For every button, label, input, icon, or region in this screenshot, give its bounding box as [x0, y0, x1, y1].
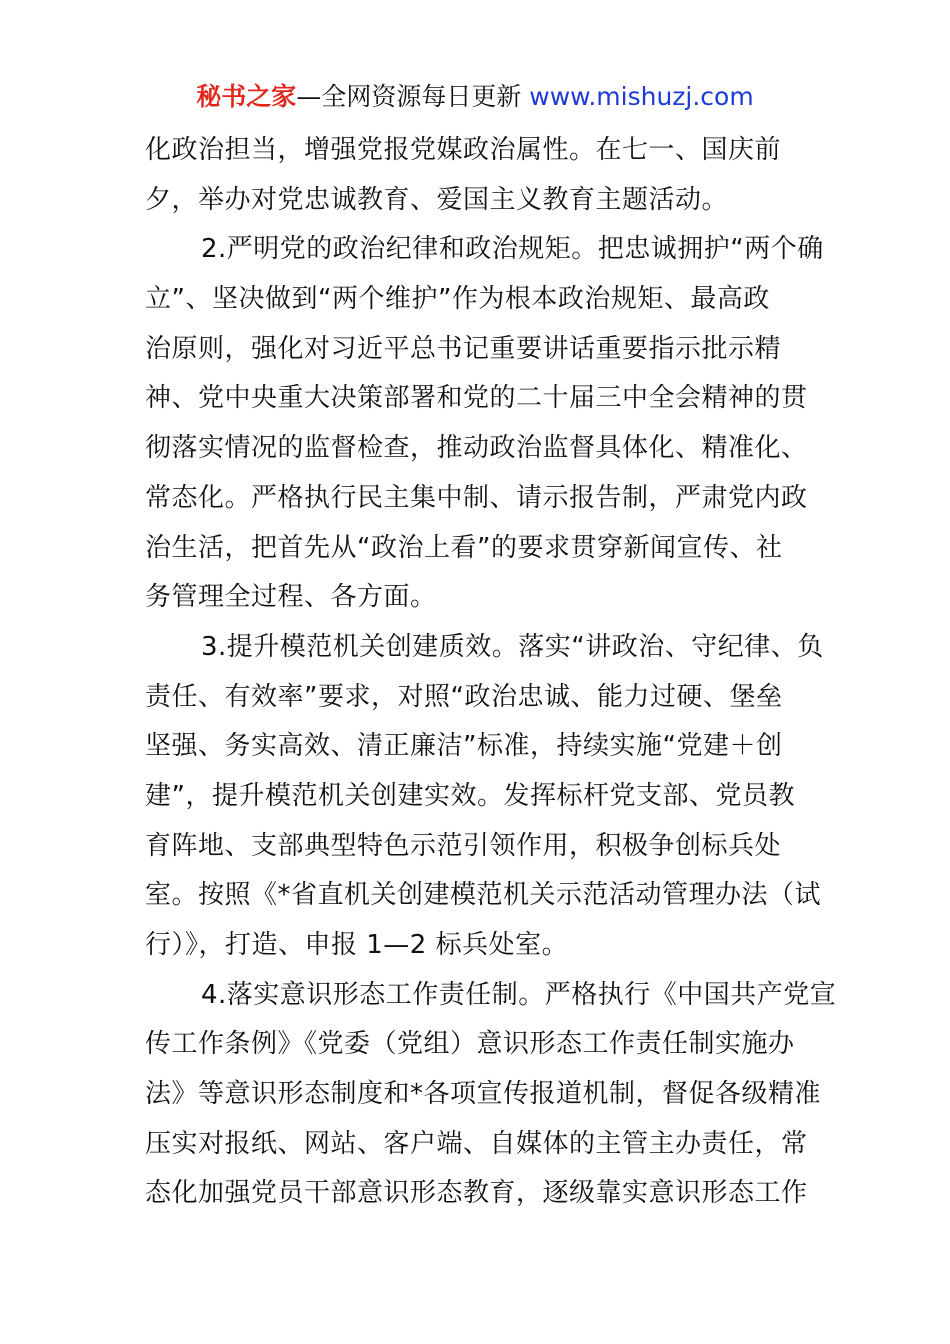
text-line: 立”、坚决做到“两个维护”作为根本政治规矩、最高政: [145, 284, 770, 315]
text-line: 传工作条例》《党委（党组）意识形态工作责任制实施办: [145, 1029, 795, 1060]
page-header: [0, 80, 950, 114]
header-slogan: —全网资源每日更新: [296, 82, 522, 111]
text-line: 压实对报纸、网站、客户端、自媒体的主管主办责任，常: [145, 1128, 808, 1159]
paragraph-4-heading: 4.落实意识形态工作责任制。严格执行《中国共产党宣: [201, 979, 837, 1010]
text-line: 行）》，打造、申报 1—2 标兵处室。: [145, 930, 569, 960]
paragraph-2-heading: 2.严明党的政治纪律和政治规矩。把忠诚拥护“两个确: [201, 234, 824, 265]
text-line: 治原则，强化对习近平总书记重要讲话重要指示批示精: [145, 333, 782, 364]
text-line: 建”，提升模范机关创建实效。发挥标杆党支部、党员教: [145, 780, 795, 811]
text-line: 常态化。严格执行民主集中制、请示报告制，严肃党内政: [145, 482, 808, 513]
text-line: 法》等意识形态制度和*各项宣传报道机制，督促各级精准: [145, 1079, 822, 1110]
text-line: 神、党中央重大决策部署和党的二十届三中全会精神的贯: [145, 383, 808, 414]
site-url-link[interactable]: www.mishuzj.com: [529, 82, 754, 111]
text-line: 治生活，把首先从“政治上看”的要求贯穿新闻宣传、社: [145, 532, 783, 563]
text-line: 坚强、务实高效、清正廉洁”标准，持续实施“党建＋创: [145, 731, 783, 762]
text-line: 化政治担当，增强党报党媒政治属性。在七一、国庆前: [145, 135, 782, 165]
brand-name: 秘书之家: [196, 82, 297, 111]
text-line: 夕，举办对党忠诚教育、爱国主义教育主题活动。: [145, 184, 729, 215]
text-line: 务管理全过程、各方面。: [145, 582, 437, 613]
text-line: 彻落实情况的监督检查，推动政治监督具体化、精准化、: [145, 433, 808, 464]
text-line: 责任、有效率”要求，对照“政治忠诚、能力过硬、堡垒: [145, 681, 783, 712]
paragraph-3-heading: 3.提升模范机关创建质效。落实“讲政治、守纪律、负: [201, 631, 824, 662]
document-body: [145, 126, 837, 1219]
text-line: 态化加强党员干部意识形态教育，逐级靠实意识形态工作: [145, 1178, 808, 1209]
text-line: 育阵地、支部典型特色示范引领作用，积极争创标兵处: [145, 830, 782, 861]
text-line: 室。按照《*省直机关创建模范机关示范活动管理办法（试: [145, 880, 822, 911]
